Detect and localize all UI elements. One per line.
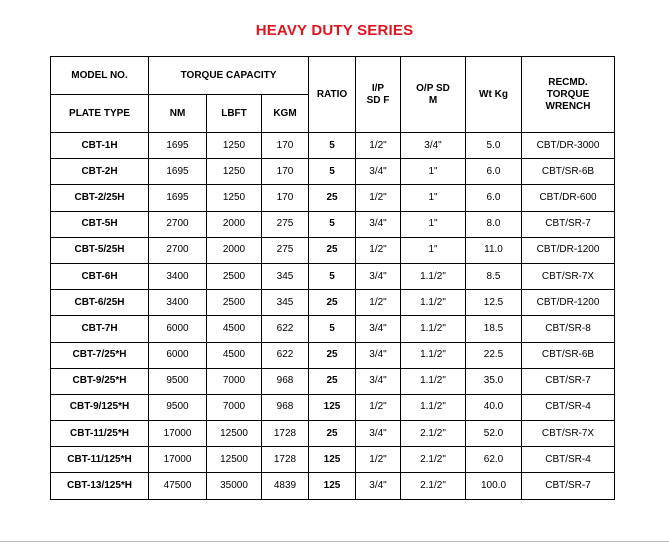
model-cell: CBT-13/125*H	[51, 473, 149, 499]
op-cell: 3/4"	[401, 133, 466, 159]
ip-cell: 1/2"	[356, 237, 401, 263]
wt-cell: 8.0	[466, 211, 522, 237]
table-row	[51, 316, 615, 342]
table-row	[51, 394, 615, 420]
nm-cell: 2700	[149, 237, 207, 263]
model-cell: CBT-7H	[51, 316, 149, 342]
nm-cell: 1695	[149, 133, 207, 159]
op-cell: 2.1/2"	[401, 421, 466, 447]
kgm-cell: 345	[262, 290, 309, 316]
header-ip	[356, 57, 401, 133]
table-row	[51, 133, 615, 159]
header-plate-type: PLATE TYPE	[51, 95, 149, 133]
model-cell: CBT-5/25H	[51, 237, 149, 263]
nm-cell: 2700	[149, 211, 207, 237]
wrench-cell: CBT/SR-7	[522, 368, 615, 394]
ip-cell: 3/4"	[356, 263, 401, 289]
kgm-cell: 170	[262, 185, 309, 211]
page-title: HEAVY DUTY SERIES	[255, 22, 414, 39]
lbft-cell: 7000	[207, 368, 262, 394]
table-row	[51, 211, 615, 237]
lbft-cell: 4500	[207, 316, 262, 342]
ratio-cell: 125	[309, 473, 356, 499]
ratio-cell: 25	[309, 237, 356, 263]
table-row	[51, 421, 615, 447]
header-torque-capacity: TORQUE CAPACITY	[149, 57, 309, 95]
op-cell: 2.1/2"	[401, 473, 466, 499]
nm-cell: 1695	[149, 185, 207, 211]
lbft-cell: 2000	[207, 211, 262, 237]
kgm-cell: 1728	[262, 447, 309, 473]
wt-cell: 100.0	[466, 473, 522, 499]
kgm-cell: 968	[262, 368, 309, 394]
nm-cell: 6000	[149, 316, 207, 342]
lbft-cell: 12500	[207, 421, 262, 447]
op-cell: 1.1/2"	[401, 316, 466, 342]
wt-cell: 62.0	[466, 447, 522, 473]
header-ip-line1: I/P	[371, 82, 385, 94]
kgm-cell: 622	[262, 342, 309, 368]
op-cell: 1.1/2"	[401, 342, 466, 368]
kgm-cell: 275	[262, 237, 309, 263]
model-cell: CBT-9/25*H	[51, 368, 149, 394]
op-cell: 1"	[401, 237, 466, 263]
lbft-cell: 1250	[207, 185, 262, 211]
bottom-divider	[0, 541, 669, 542]
model-cell: CBT-1H	[51, 133, 149, 159]
model-cell: CBT-6H	[51, 263, 149, 289]
ip-cell: 3/4"	[356, 159, 401, 185]
ip-cell: 1/2"	[356, 447, 401, 473]
model-cell: CBT-11/25*H	[51, 421, 149, 447]
header-wrench-line1: RECMD.	[548, 76, 588, 88]
wt-cell: 6.0	[466, 159, 522, 185]
nm-cell: 3400	[149, 263, 207, 289]
model-cell: CBT-11/125*H	[51, 447, 149, 473]
table-row	[51, 237, 615, 263]
header-wrench-line2: TORQUE	[546, 88, 590, 100]
header-nm: NM	[149, 95, 207, 133]
wrench-cell: CBT/SR-7X	[522, 421, 615, 447]
wt-cell: 52.0	[466, 421, 522, 447]
ratio-cell: 125	[309, 394, 356, 420]
table-row	[51, 185, 615, 211]
header-model: MODEL NO.	[51, 57, 149, 95]
nm-cell: 1695	[149, 159, 207, 185]
nm-cell: 6000	[149, 342, 207, 368]
kgm-cell: 275	[262, 211, 309, 237]
ip-cell: 3/4"	[356, 316, 401, 342]
wrench-cell: CBT/DR-600	[522, 185, 615, 211]
nm-cell: 9500	[149, 394, 207, 420]
op-cell: 1"	[401, 159, 466, 185]
header-wrench-line3: WRENCH	[545, 100, 591, 112]
kgm-cell: 170	[262, 159, 309, 185]
nm-cell: 17000	[149, 421, 207, 447]
ip-cell: 3/4"	[356, 342, 401, 368]
ip-cell: 3/4"	[356, 211, 401, 237]
spec-table	[50, 56, 615, 500]
header-lbft: LBFT	[207, 95, 262, 133]
lbft-cell: 1250	[207, 159, 262, 185]
lbft-cell: 7000	[207, 394, 262, 420]
header-row-1	[51, 57, 615, 95]
wrench-cell: CBT/SR-7X	[522, 263, 615, 289]
ip-cell: 3/4"	[356, 473, 401, 499]
op-cell: 1.1/2"	[401, 263, 466, 289]
nm-cell: 3400	[149, 290, 207, 316]
model-cell: CBT-6/25H	[51, 290, 149, 316]
lbft-cell: 12500	[207, 447, 262, 473]
wt-cell: 12.5	[466, 290, 522, 316]
wrench-cell: CBT/SR-6B	[522, 159, 615, 185]
kgm-cell: 1728	[262, 421, 309, 447]
op-cell: 1"	[401, 211, 466, 237]
header-wt: Wt Kg	[466, 57, 522, 133]
ratio-cell: 5	[309, 211, 356, 237]
lbft-cell: 2000	[207, 237, 262, 263]
table-row	[51, 342, 615, 368]
op-cell: 1.1/2"	[401, 290, 466, 316]
wrench-cell: CBT/DR-3000	[522, 133, 615, 159]
lbft-cell: 4500	[207, 342, 262, 368]
wrench-cell: CBT/DR-1200	[522, 290, 615, 316]
table-row	[51, 447, 615, 473]
ratio-cell: 25	[309, 368, 356, 394]
wt-cell: 6.0	[466, 185, 522, 211]
kgm-cell: 968	[262, 394, 309, 420]
table-row	[51, 368, 615, 394]
lbft-cell: 35000	[207, 473, 262, 499]
header-wrench	[522, 57, 615, 133]
wt-cell: 5.0	[466, 133, 522, 159]
ratio-cell: 25	[309, 290, 356, 316]
wrench-cell: CBT/SR-4	[522, 447, 615, 473]
wt-cell: 40.0	[466, 394, 522, 420]
table-row	[51, 473, 615, 499]
table-body	[51, 133, 615, 500]
lbft-cell: 1250	[207, 133, 262, 159]
header-op-line2: M	[428, 94, 438, 106]
ip-cell: 1/2"	[356, 185, 401, 211]
wt-cell: 11.0	[466, 237, 522, 263]
wt-cell: 8.5	[466, 263, 522, 289]
ip-cell: 3/4"	[356, 368, 401, 394]
kgm-cell: 4839	[262, 473, 309, 499]
wrench-cell: CBT/SR-4	[522, 394, 615, 420]
table-row	[51, 263, 615, 289]
ratio-cell: 125	[309, 447, 356, 473]
nm-cell: 47500	[149, 473, 207, 499]
lbft-cell: 2500	[207, 263, 262, 289]
wrench-cell: CBT/SR-7	[522, 211, 615, 237]
ratio-cell: 5	[309, 263, 356, 289]
ip-cell: 1/2"	[356, 133, 401, 159]
ip-cell: 1/2"	[356, 394, 401, 420]
model-cell: CBT-2H	[51, 159, 149, 185]
nm-cell: 17000	[149, 447, 207, 473]
header-ratio: RATIO	[309, 57, 356, 133]
table-row	[51, 159, 615, 185]
ratio-cell: 25	[309, 185, 356, 211]
op-cell: 1.1/2"	[401, 368, 466, 394]
op-cell: 1.1/2"	[401, 394, 466, 420]
wt-cell: 18.5	[466, 316, 522, 342]
ratio-cell: 5	[309, 133, 356, 159]
ratio-cell: 5	[309, 316, 356, 342]
header-op-line1: O/P SD	[416, 82, 450, 94]
ratio-cell: 25	[309, 342, 356, 368]
kgm-cell: 345	[262, 263, 309, 289]
nm-cell: 9500	[149, 368, 207, 394]
op-cell: 1"	[401, 185, 466, 211]
lbft-cell: 2500	[207, 290, 262, 316]
header-ip-line2: SD F	[366, 94, 390, 106]
wrench-cell: CBT/SR-6B	[522, 342, 615, 368]
table-row	[51, 290, 615, 316]
kgm-cell: 170	[262, 133, 309, 159]
wt-cell: 22.5	[466, 342, 522, 368]
ip-cell: 3/4"	[356, 421, 401, 447]
wt-cell: 35.0	[466, 368, 522, 394]
ratio-cell: 25	[309, 421, 356, 447]
wrench-cell: CBT/SR-8	[522, 316, 615, 342]
op-cell: 2.1/2"	[401, 447, 466, 473]
wrench-cell: CBT/DR-1200	[522, 237, 615, 263]
model-cell: CBT-5H	[51, 211, 149, 237]
ratio-cell: 5	[309, 159, 356, 185]
header-kgm: KGM	[262, 95, 309, 133]
model-cell: CBT-7/25*H	[51, 342, 149, 368]
wrench-cell: CBT/SR-7	[522, 473, 615, 499]
ip-cell: 1/2"	[356, 290, 401, 316]
model-cell: CBT-9/125*H	[51, 394, 149, 420]
kgm-cell: 622	[262, 316, 309, 342]
model-cell: CBT-2/25H	[51, 185, 149, 211]
header-op	[401, 57, 466, 133]
